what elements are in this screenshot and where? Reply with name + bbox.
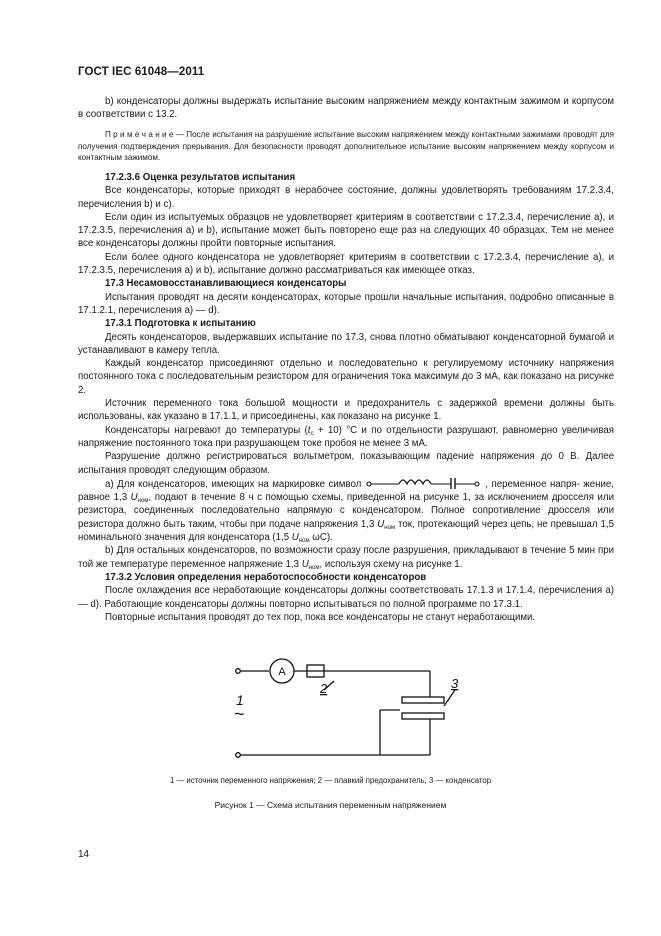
- terminal-bottom-icon: [236, 753, 241, 758]
- leader-3: [444, 690, 455, 706]
- note-block: [78, 129, 614, 164]
- paragraph-item-b: [78, 544, 614, 571]
- source-symbol-icon: ~: [234, 704, 245, 724]
- text-run: a) Для конденсаторов, имеющих на маркировке символ: [105, 478, 362, 490]
- paragraph: b) конденсаторы должны выдержать испытание высоким напряжением между контактным зажимом и корпусом в соответствии с 13.2.: [78, 96, 614, 121]
- text-run: , используя схему на рисунке 1.: [319, 558, 463, 570]
- paragraph: Испытания проводят на десяти конденсаторах, которые прошли начальные испытания, подробно описанные в 17.1.2.1, перечисления a) — d).: [78, 291, 614, 316]
- subscript: ном: [137, 498, 149, 505]
- text-run: , подают в течение 8 ч с помощью схемы, приведенной на рисунке 1, за исключением дросселя или резистора, соединенных последовательно напрямую с конденсатором. Полное сопротивление дросселя или резистора должно быть таким, чтобы при подаче напряжения 1,3: [78, 492, 614, 530]
- paragraph: Все конденсаторы, которые приходят в нерабочее состояние, должны удовлетворять требованиям 17.2.3.4, перечисления b) и c).: [78, 185, 614, 210]
- text-run: ток, протекающий через цепь, не превышал 1,5 номинального значения для конденсатора (1,5: [78, 518, 614, 544]
- paragraph: Каждый конденсатор присоединяют отдельно и последовательно к регулируемому источнику напряжения постоянного тока с последовательным резистором для ограничения тока максимум до 3 мА, как показано на рисунке 2.: [78, 358, 614, 396]
- page-number: 14: [78, 849, 90, 860]
- symbol-u: U: [291, 532, 299, 544]
- symbol-t: t: [307, 424, 311, 436]
- paragraph: [78, 424, 614, 451]
- text-run: жение, равное 1,3: [78, 478, 614, 504]
- terminal-top-icon: [236, 669, 241, 674]
- label-1: 1: [236, 692, 244, 708]
- capacitor-plate-bottom: [402, 713, 444, 719]
- choke-capacitor-symbol-icon: [363, 477, 483, 489]
- ammeter-label: A: [278, 666, 286, 678]
- subscript: ном: [308, 564, 320, 571]
- symbol-u: U: [377, 518, 385, 530]
- symbol-u: U: [301, 558, 309, 570]
- paragraph: Если один из испытуемых образцов не удовлетворяет критериям в соответствии с 17.2.3.4, перечисление a), и 17.2.3.5, перечисления a) и b), испытание может быть повторено еще раз на следующих 40 образцах. Тем не менее все конденсаторы должны пройти повторные испытания.: [78, 211, 614, 250]
- text-run: ωC).: [309, 532, 333, 544]
- label-3: 3: [451, 676, 459, 691]
- label-2: 2: [320, 681, 328, 696]
- note-label: П р и м е ч а н и е: [105, 130, 174, 139]
- paragraph: Источник переменного тока большой мощности и предохранитель с задержкой времени должны быть использованы, как указано в 17.1.1, и присоединены, как показано на рисунке 1.: [78, 398, 614, 423]
- subscript: c: [310, 430, 314, 437]
- subscript: ном: [298, 538, 310, 545]
- text-run: + 10) °С и по отдельности разрушают, равномерно увеличивая напряжение постоянного тока при разрушающем токе пробоя не менее 3 мА.: [78, 424, 615, 449]
- capacitor-plate-top: [402, 697, 444, 703]
- note-text: — После испытания на разрушение испытание высоким напряжением между контактными зажимами проводят для получения подтверждения прерывания. Для безопасности проводят дополнительное испытание высоким напряжением между корпусом и контактным зажимом.: [78, 130, 614, 163]
- paragraph: Повторные испытания проводят до тех пор, пока все конденсаторы не станут неработающими.: [105, 611, 536, 623]
- text-run: Конденсаторы нагревают до температуры (: [105, 424, 308, 436]
- text-run: , переменное напря-: [485, 478, 580, 490]
- text-run: b) Для остальных конденсаторов, по возможности сразу после разрушения, прикладывают в течение 5 мин при той же температуре переменное напряжение 1,3: [78, 545, 614, 570]
- symbol-u: U: [130, 492, 138, 504]
- circuit-diagram: [0, 650, 661, 770]
- item-b-capacitor-test: [78, 95, 614, 122]
- heading-17-3-2: 17.3.2 Условия определения неработоспособности конденсаторов: [105, 571, 427, 583]
- heading-17-3: 17.3 Несамовосстанавливающиеся конденсаторы: [105, 278, 347, 290]
- heading-17-3-1: 17.3.1 Подготовка к испытанию: [105, 318, 256, 330]
- document-header: ГОСТ IEC 61048—2011: [78, 66, 205, 78]
- figure-legend: 1 — источник переменного напряжения; 2 — плавкий предохранитель; 3 — конденсатор: [169, 776, 492, 785]
- paragraph: После охлаждения все неработающие конденсаторы должны соответствовать 17.1.3 и 17.1.4, перечисления a) — d). Работающие конденсаторы должны повторно испытываться по полной программе по 17.3.1.: [78, 585, 614, 610]
- subscript: ном: [384, 524, 396, 531]
- figure-caption: Рисунок 1 — Схема испытания переменным напряжением: [214, 800, 447, 810]
- heading-17-2-3-6: 17.2.3.6 Оценка результатов испытания: [105, 172, 296, 183]
- paragraph-item-a: [78, 477, 614, 544]
- main-text: [78, 171, 614, 624]
- paragraph: Если более одного конденсатора не удовлетворяет критериям в соответствии с 17.2.3.4, перечисление a), и 17.2.3.5, перечисления a) и b), испытание должно рассматриваться как имеющее отказ.: [78, 251, 614, 277]
- paragraph: Разрушение должно регистрироваться вольтметром, показывающим падение напряжения до 0 В. Далее испытания проводят следующим образом.: [78, 451, 614, 476]
- paragraph: Десять конденсаторов, выдержавших испытание по 17.3, снова плотно обматывают конденсаторной бумагой и устанавливают в камеру тепла.: [78, 331, 614, 356]
